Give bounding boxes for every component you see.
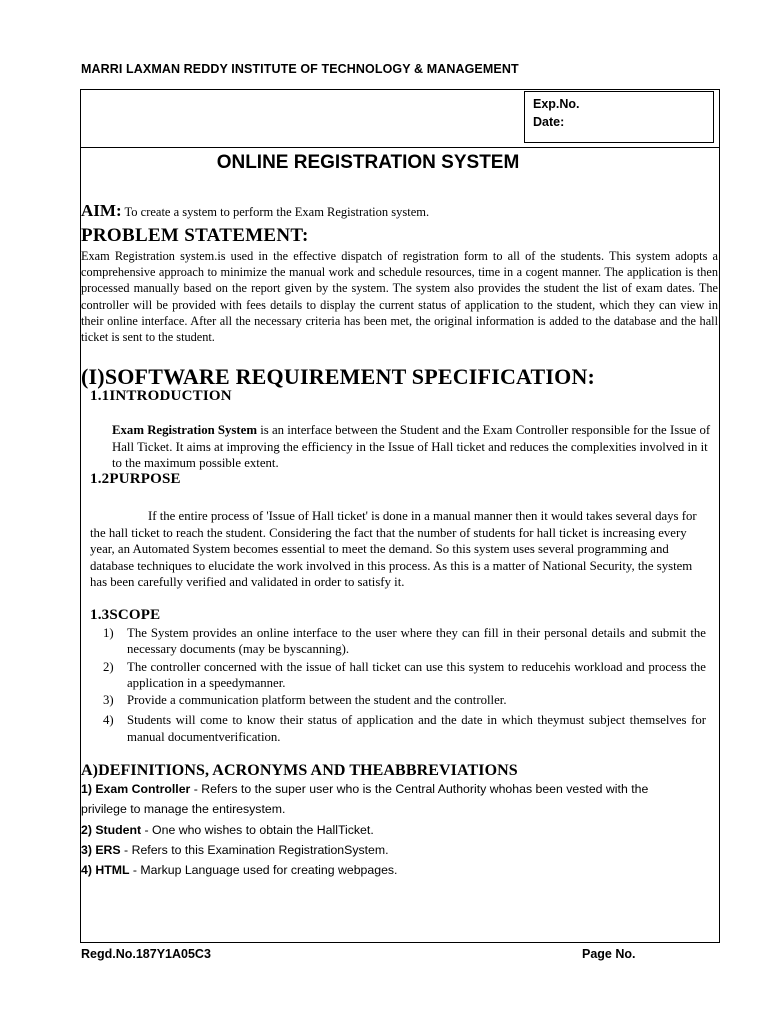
definition-text: - One who wishes to obtain the HallTicket.: [141, 823, 374, 837]
definition-item: [81, 780, 671, 819]
scope-item-number: 2): [103, 659, 114, 674]
aim-section: [81, 201, 429, 221]
definitions-heading: A)DEFINITIONS, ACRONYMS AND THEABBREVIATIONS: [81, 762, 518, 779]
scope-item: [90, 692, 706, 708]
scope-item-text: The controller concerned with the issue of hall ticket can use this system to reducehis workload and process the application in a speedymanner.: [127, 659, 706, 690]
scope-item: [90, 712, 706, 745]
scope-item-number: 4): [103, 713, 114, 728]
definition-text: - Refers to the super user who is the Central Authority whohas been vested with the privilege to manage the entiresystem.: [81, 782, 649, 816]
definition-text: - Markup Language used for creating webpages.: [129, 863, 398, 877]
definition-term: 1) Exam Controller: [81, 782, 191, 796]
purpose-heading: 1.2PURPOSE: [90, 471, 181, 487]
date-label: Date:: [533, 115, 565, 129]
scope-item: [90, 659, 706, 692]
definition-text: - Refers to this Examination RegistrationSystem.: [120, 843, 389, 857]
srs-heading: (I)SOFTWARE REQUIREMENT SPECIFICATION:: [81, 364, 596, 389]
scope-item-text: The System provides an online interface to the user where they can fill in their personal details and submit the necessary documents (may be byscanning).: [127, 626, 706, 657]
scope-item: [90, 625, 706, 658]
problem-heading: PROBLEM STATEMENT:: [81, 225, 309, 246]
header-divider: [80, 147, 720, 148]
definition-item: [81, 861, 671, 881]
purpose-text: If the entire process of 'Issue of Hall ticket' is done in a manual manner then it would takes several days for the hall ticket to reach the student. Considering the fact that the number of students for hall ticket is increasing every year, an Automated System becomes essential to meet the demand. So this system uses several programming and database techniques to elucidate the work involved in this process. As this is a matter of National Security, the system has been carefully verified and validated in order to satisfy it.: [90, 509, 697, 590]
introduction-body: is an interface between the Student and the Exam Controller responsible for the Issue of Hall Ticket. It aims at improving the efficiency in the Issue of Hall ticket and reduces the complexities involved in it to the maximum possible extent.: [112, 423, 711, 470]
introduction-text: [112, 422, 712, 472]
introduction-heading: 1.1INTRODUCTION: [90, 388, 232, 404]
definition-item: [81, 841, 671, 861]
scope-item-text: Students will come to know their status of application and the date in which theymust subject themselves for manual documentverification.: [127, 713, 706, 744]
introduction-lead: Exam Registration System: [112, 423, 258, 437]
exp-no-label: Exp.No.: [533, 97, 580, 111]
aim-heading: AIM:: [81, 201, 122, 220]
definition-term: 3) ERS: [81, 843, 121, 857]
scope-item-number: 3): [103, 693, 114, 708]
institute-name: MARRI LAXMAN REDDY INSTITUTE OF TECHNOLOGY & MANAGEMENT: [81, 62, 519, 76]
problem-text: Exam Registration system.is used in the effective dispatch of registration form to all of the students. This system adopts a comprehensive approach to minimize the manual work and schedule resources, time in a cogent manner. The application is then processed manually based on the report given by the system. The system also provides the student the list of exam dates. The controller will be provided with fees details to display the current status of application to the student, which they can view in their online interface. After all the necessary criteria has been met, the original information is added to the database and the hall ticket is sent to the student.: [81, 249, 718, 345]
scope-item-number: 1): [103, 626, 114, 640]
definition-term: 2) Student: [81, 823, 142, 837]
page-title: ONLINE REGISTRATION SYSTEM: [216, 152, 520, 173]
page-number-label: Page No.: [582, 947, 636, 961]
definition-item: [81, 821, 671, 841]
scope-list: [90, 625, 706, 746]
scope-item-text: Provide a communication platform between the student and the controller.: [127, 693, 507, 708]
registration-number: Regd.No.187Y1A05C3: [81, 947, 211, 961]
aim-text: To create a system to perform the Exam Registration system.: [124, 205, 430, 219]
scope-heading: 1.3SCOPE: [90, 607, 161, 623]
definition-term: 4) HTML: [81, 863, 130, 877]
